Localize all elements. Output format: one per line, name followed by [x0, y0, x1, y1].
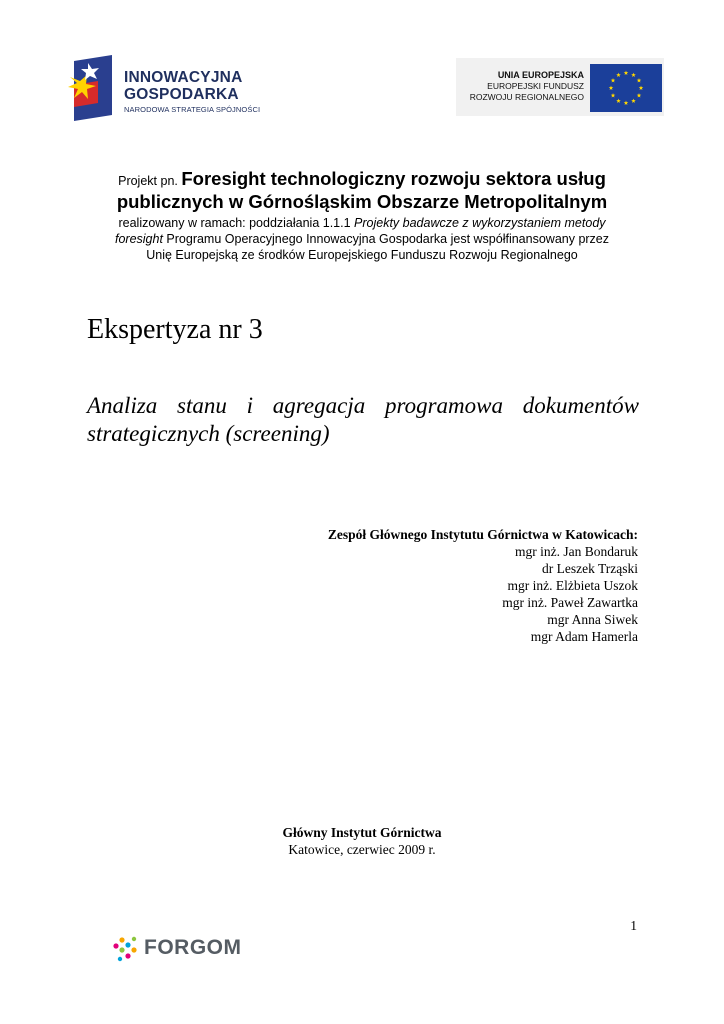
- eu-logo: [456, 58, 664, 116]
- team-heading: Zespół Głównego Instytutu Górnictwa w Katowicach:: [327, 527, 638, 542]
- eu-logo-text: [470, 70, 584, 103]
- ig-logo-text: [124, 69, 260, 114]
- project-heading: [70, 168, 654, 263]
- project-desc-c: Unię Europejską ze środków Europejskiego Funduszu Rozwoju Regionalnego: [146, 248, 578, 262]
- team-block: [328, 526, 638, 645]
- project-description: [70, 215, 654, 263]
- institution-block: [0, 824, 724, 858]
- forgom-logo-text: FORGOM: [144, 936, 242, 959]
- document-subtitle-line1: Analiza stanu i agregacja programowa dokumentów: [87, 393, 639, 418]
- team-member: mgr inż. Paweł Zawartka: [502, 595, 638, 610]
- project-desc-a: realizowany w ramach: poddziałania 1.1.1: [118, 216, 355, 230]
- eu-logo-line1: UNIA EUROPEJSKA: [497, 70, 584, 80]
- project-desc-italic2: foresight: [114, 232, 163, 246]
- project-title-part2: publicznych w Górnośląskim Obszarze Metropolitalnym: [116, 191, 608, 212]
- institution-place-date: Katowice, czerwiec 2009 r.: [288, 842, 436, 857]
- team-member: dr Leszek Trząski: [542, 561, 638, 576]
- institution-name: Główny Instytut Górnictwa: [282, 825, 442, 840]
- team-member: mgr Adam Hamerla: [530, 629, 638, 644]
- eu-logo-line2: EUROPEJSKI FUNDUSZ: [487, 81, 584, 91]
- ig-logo-subtitle: NARODOWA STRATEGIA SPÓJNOŚCI: [124, 105, 261, 114]
- team-member: mgr inż. Elżbieta Uszok: [507, 578, 638, 593]
- ig-flag-icon: [68, 55, 118, 121]
- project-desc-italic1: Projekty badawcze z wykorzystaniem metody: [354, 216, 606, 230]
- ig-logo-line1: INNOWACYJNA: [124, 69, 243, 86]
- project-title-line1: [70, 168, 654, 190]
- team-member: mgr Anna Siwek: [547, 612, 638, 627]
- forgom-logo: [112, 934, 242, 964]
- document-title: Ekspertyza nr 3: [87, 314, 263, 345]
- project-desc-b: Programu Operacyjnego Innowacyjna Gospodarka jest współfinansowany przez: [162, 232, 610, 246]
- eu-logo-line3: ROZWOJU REGIONALNEGO: [469, 92, 584, 102]
- project-prefix: Projekt pn.: [118, 174, 178, 188]
- forgom-dots-icon: [112, 934, 142, 964]
- innowacyjna-gospodarka-logo: [68, 55, 278, 121]
- page-number: 1: [630, 918, 637, 933]
- document-subtitle-line2: strategicznych (screening): [87, 421, 330, 446]
- project-title-part1: Foresight technologiczny rozwoju sektora usług: [181, 168, 606, 189]
- eu-flag-icon: [590, 64, 662, 112]
- ig-logo-line2: GOSPODARKA: [124, 86, 239, 103]
- team-member: mgr inż. Jan Bondaruk: [515, 544, 638, 559]
